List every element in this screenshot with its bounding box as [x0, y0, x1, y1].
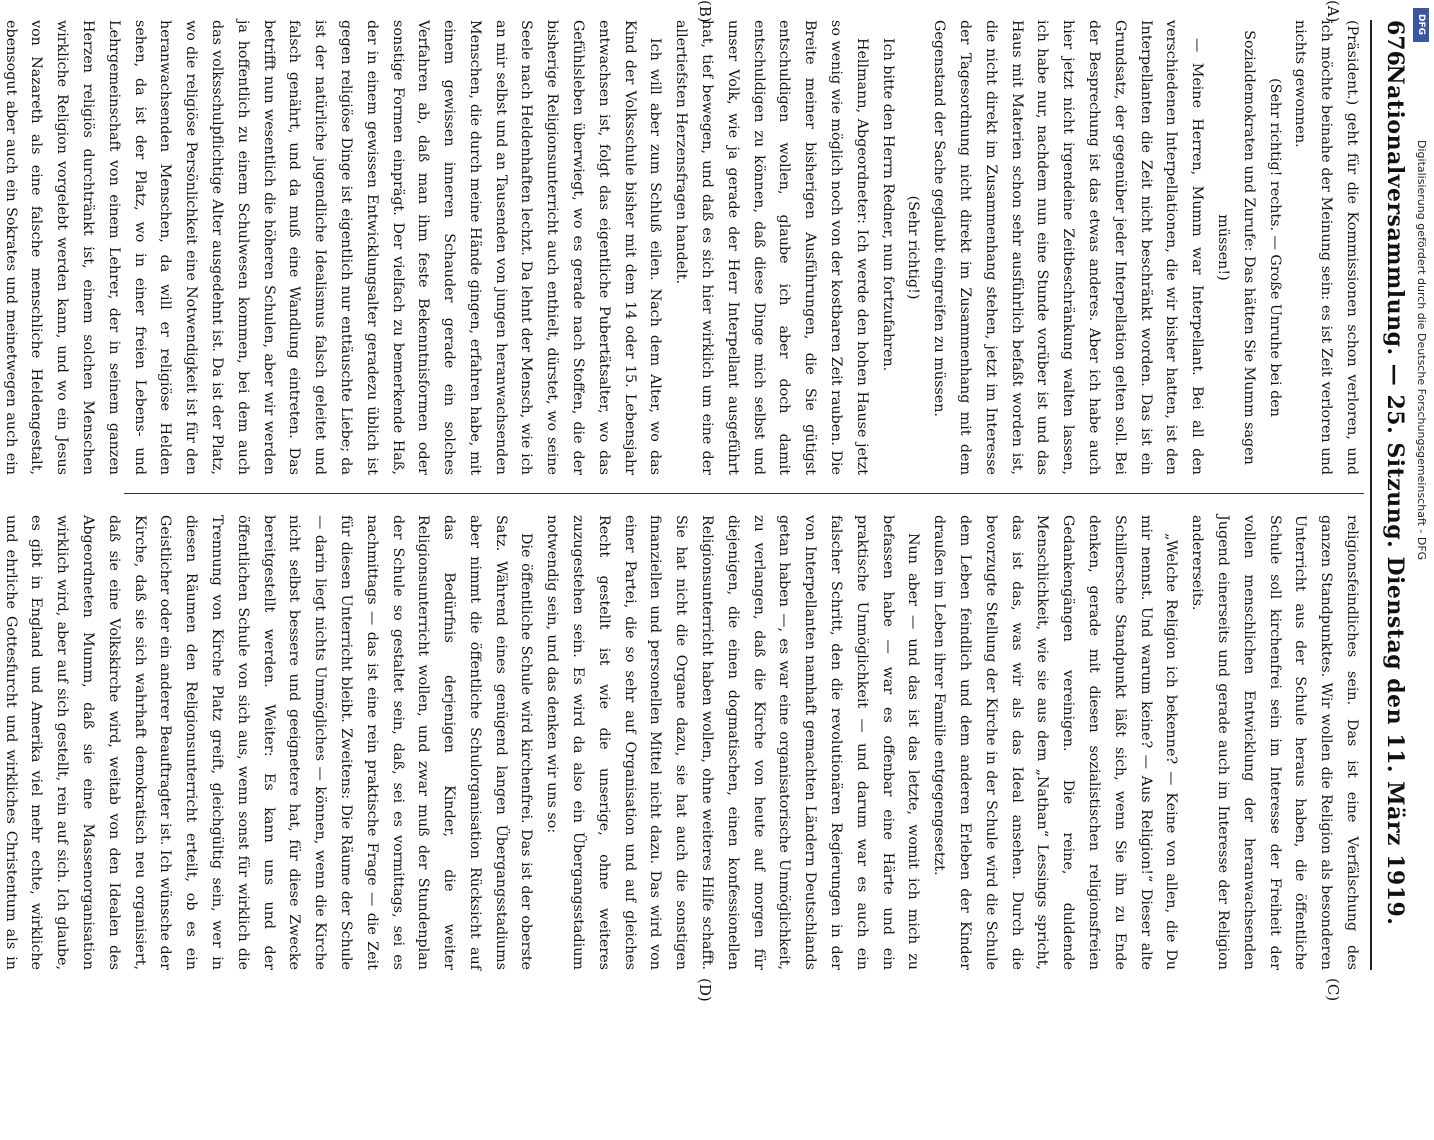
margin-marker-a: (A) [1324, 0, 1342, 23]
left-column [2, 20, 1364, 476]
interjection: (Sehr richtig!) [905, 195, 922, 300]
margin-marker-b: (B) [696, 0, 714, 23]
paragraph: Nun aber — und das ist das letzte, womit ich mich zu befassen habe — war es offenbar eine Härte und ein praktische Unmöglichkeit — und darum war es auch ein falscher Schritt, den die revolutionären Regierungen in der von Interpellanten namhaft gemachten Ländern Deutschlands getan haben —, es war eine organisatorische Unmöglichkeit, zu verlangen, daß die Kirche von heute auf morgen für diejenigen, die einen dogmatischen, einen konfessionellen Religionsunterricht haben wollen, ohne weiteres Hilfe schafft. Sie hat nicht die Organe dazu, sie hat auch die sonstigen finanziellen und personellen Mittel nicht dazu. Das wird von einer Partei, die so sehr auf Organisation und auf gleiches Recht gestellt ist wie die unserige, ohne weiteres zuzugestehen sein. Es wird da also ein Übergangsstadium notwendig sein, und das denken wir uns so: [544, 515, 922, 970]
margin-marker-d: (D) [696, 978, 714, 1002]
margin-marker-c: (C) [1324, 978, 1342, 1002]
speaker-paragraph: Hellmann, Abgeordneter: Ich werde den hohen Hause jetzt so wenig wie möglich noch von der kostbaren Zeit rauben. Die Breite meiner bisherigen Ausführungen, die Sie gütigst entschuldigen wollen, glaube ich aber doch damit entschuldigen zu können, daß diese Dinge mich selbst und unser Volk, wie ja gerade der Herr Interpellant ausgeführt hat, tief bewegen, und daß es sich hier wirklich um eine der allertiefsten Herzensfragen handelt. [673, 20, 870, 476]
page-title: Nationalversammlung. — 25. Sitzung. Dienstag den 11. März 1919. [1382, 64, 1408, 926]
paragraph: „Welche Religion ich bekenne? — Keine von allen, die Du mir nennst. Und warum keine? — Aus Religion!“ Dieser alte Schillersche Standpunkt läßt sich, wenn Sie ihn zu Ende denken, gerade mit diesen sozialistischen religionsfreien Gedankengängen vereinigen. Die reine, duldende Menschlichkeit, wie sie aus dem „Nathan“ Lessings spricht, das ist das, was wir als das Ideal ansehen. Durch die bevorzugte Stellung der Kirche in der Schule wird die Schule dem Leben feindlich und dem anderen Erleben der Kinder draußen im Leben ihrer Familie entgegengesetzt. [931, 515, 1180, 970]
paragraph: (Präsident.) geht für die Kommissionen schon verloren, und ich möchte beinahe der Meinung sein: es ist Zeit verloren und nichts gewonnen. [1292, 20, 1360, 475]
paragraph: religionsfeindliches sein. Das ist eine Verfälschung des ganzen Standpunktes. Wir wollen die Religion als besonderen Unterricht aus der Schule heraus haben, die öffentliche Schule soll kirchenfrei sein im Interesse der Freiheit der vollen menschlichen Entwicklung der heranwachsenden Jugend einerseits und gerade auch im Interesse der Religion andererseits. [1189, 515, 1360, 970]
interjection: (Sehr richtig! rechts. — Große Unruhe bei den Sozialdemokraten und Zurufe: Das hätten Sie Mumm sagen müssen!) [1215, 30, 1283, 465]
right-column [2, 515, 1364, 970]
column-divider [124, 493, 1364, 494]
paragraph: — Meine Herren, Mumm war Interpellant. Bei all den verschiedenen Interpellationen, die wir bisher hatten, ist den Interpellanten die Zeit nicht beschränkt worden. Das ist ein Grundsatz, der gegenüber jeder Interpellation gelten soll. Bei der Besprechung ist das etwas anderes. Aber ich habe auch hier jetzt nicht irgendeine Zeitbeschränkung walten lassen, ich habe nur, nachdem nun eine Stunde vorüber ist und das Haus mit Materien schon sehr ausführlich befaßt worden ist, die nicht direkt im Zusammenhang stehen, jetzt im Interesse der Tagesordnung nicht direkt im Zusammenhang mit dem Gegenstand der Sache geglaubt eingreifen zu müssen. [931, 20, 1206, 475]
paragraph: Ich bitte den Herrn Redner, nun fortzufahren. [879, 38, 896, 372]
paragraph: Ich will aber zum Schluß eilen. Nach dem Alter, wo das Kind der Volksschule bisher mit dem 14 oder 15. Lebensjahr entwachsen ist, folgt das eigentliche Pubertätsalter, wo das Gefühlsleben überwiegt, wo es gerade nach Stoffen, die der bisherige Religionsunterricht auch enthielt, dürstet, wo seine Seele nach Heldenhaften lechzt. Da lehnt der Mensch, wie ich an mir selbst und an Tausenden von jungen heranwachsenden Menschen, die durch meine Hände gingen, erfahren habe, mit einem gewissen inneren Schauder gerade ein solches Verfahren ab, daß man ihm feste Bekenntnisformen oder sonstige Formen einprägt. Der vielfach zu bemerkende Haß, der in einem gewissen Entwicklungsalter geradezu üblich ist gegen religiöse Dinge ist eigentlich nur enttäuschte Liebe; da ist der natürliche jugendliche Idealismus falsch geleitet und falsch genährt, und da muß eine Wandlung eintreten. Das betrifft nun wesentlich die höheren Schulen, aber wir werden ja hoffentlich zu einem Schulwesen kommen, bei dem auch das volksschulpflichtige Alter ausgedehnt ist. Da ist der Platz, wo die religiöse Persönlichkeit eine Notwendigkeit ist für den heranwachsenden Menschen, da will er religiöse Helden sehen, da ist der Platz, wo in einer freien Lebens- und Lehrgemeinschaft von einem Lehrer, der in seinem ganzen Herzen religiös durchtränkt ist, einem solchen Menschen wirkliche Religion vorgelebt werden kann, und wo ein Jesus von Nazareth als eine falsche menschliche Heldengestalt, ebensogut aber auch ein Sokrates und meinetwegen auch ein [2, 20, 664, 475]
page-header [1370, 20, 1412, 970]
side-credit [1408, 0, 1434, 1000]
dfg-logo: DFG [1413, 8, 1429, 42]
credit-text: Digitalisierung gefördert durch die Deutsche Forschungsgemeinschaft - DFG [1415, 140, 1428, 561]
paragraph: Die öffentliche Schule wird kirchenfrei. Das ist der oberste Satz. Während eines genügend langen Übergangsstadiums aber nimmt die öffentliche Schulorganisation Rücksicht auf das Bedürfnis derjenigen Kinder, die weiter Religionsunterricht wollen, und zwar muß der Stundenplan der Schule so gestaltet sein, daß, sei es vormittags, sei es nachmittags — das ist eine rein praktische Frage — die Zeit für diesen Unterricht bleibt. Zweitens: Die Räume der Schule — darin liegt nichts Unmögliches — können, wenn die Kirche nicht selbst bessere und geeignetere hat, für diese Zwecke bereitgestellt werden. Weiter: Es kann uns und der öffentlichen Schule von sich aus, wenn sonst für wirklich die Trennung von Kirche Platz greift, gleichgültig sein, wer in diesen Räumen den Religionsunterricht erteilt, ob es ein Geistlicher oder ein anderer Beauftragter ist. Ich wünsche der Kirche, daß sie sich wahrhaft demokratisch neu organisiert, daß sie eine Volkskirche wird, weitab von den Idealen des Abgeordneten Mumm, daß sie eine Massenorganisation wirklich wird, aber auf sich gestellt, rein auf sich. Ich glaube, es gibt in England und Amerika viel mehr echte, wirkliche und ehrliche Gottesfurcht und wirkliches Christentum als in [2, 515, 535, 970]
page-number: 676 [1382, 20, 1408, 66]
